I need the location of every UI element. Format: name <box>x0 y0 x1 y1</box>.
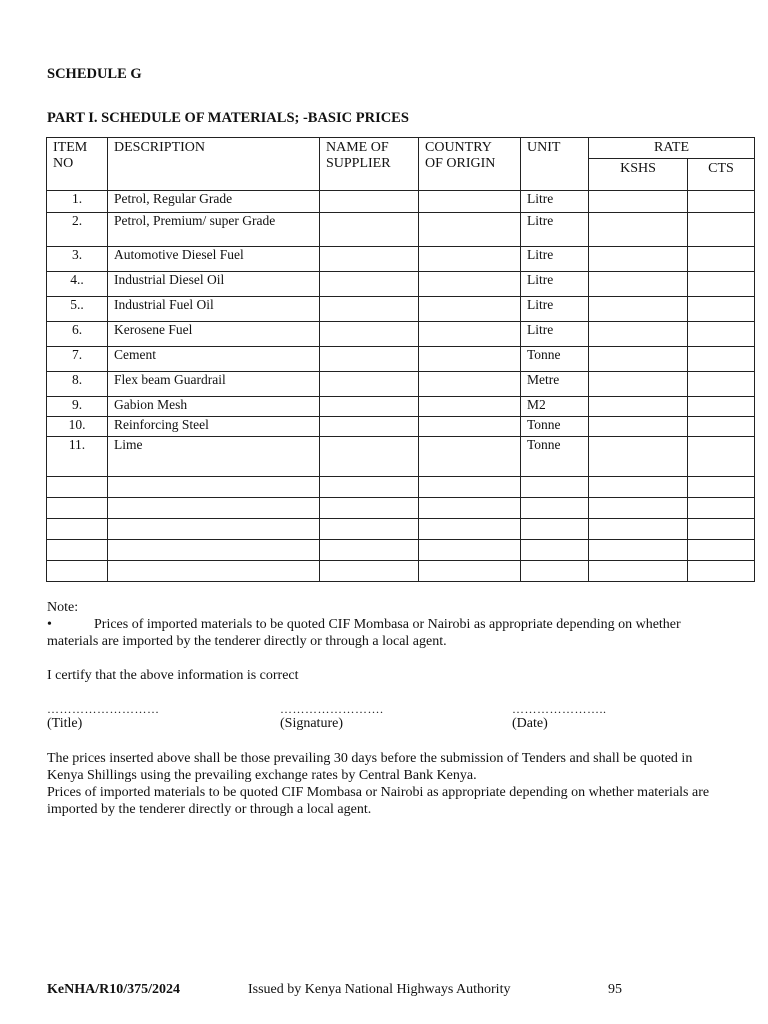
supplier-cell <box>320 297 419 322</box>
kshs-cell <box>589 247 688 272</box>
unit-cell: Litre <box>521 213 589 247</box>
description-cell: Flex beam Guardrail <box>108 372 320 397</box>
cts-cell <box>688 397 755 417</box>
part-title: PART I. SCHEDULE OF MATERIALS; -BASIC PRICES <box>47 110 409 126</box>
country-cell <box>419 437 521 477</box>
description-cell: Reinforcing Steel <box>108 417 320 437</box>
item-no-cell: 6. <box>47 322 108 347</box>
unit-cell: Metre <box>521 372 589 397</box>
cts-cell <box>688 372 755 397</box>
supplier-cell <box>320 272 419 297</box>
table-row <box>47 347 755 372</box>
header-rate: RATE <box>589 138 755 159</box>
footer-reference: KeNHA/R10/375/2024 <box>47 982 180 997</box>
table-row <box>47 272 755 297</box>
supplier-cell <box>320 247 419 272</box>
item-no-cell: 1. <box>47 191 108 213</box>
unit-cell: Litre <box>521 322 589 347</box>
item-no-cell: 9. <box>47 397 108 417</box>
table-row <box>47 191 755 213</box>
unit-cell: Litre <box>521 297 589 322</box>
country-cell <box>419 322 521 347</box>
description-cell: Industrial Fuel Oil <box>108 297 320 322</box>
cts-cell <box>688 191 755 213</box>
description-cell: Petrol, Regular Grade <box>108 191 320 213</box>
kshs-cell <box>589 437 688 477</box>
item-no-cell: 10. <box>47 417 108 437</box>
header-unit: UNIT <box>521 138 589 191</box>
item-no-cell: 5.. <box>47 297 108 322</box>
kshs-cell <box>589 372 688 397</box>
cts-cell <box>688 297 755 322</box>
table-row <box>47 247 755 272</box>
date-label: (Date) <box>512 716 548 731</box>
cts-cell <box>688 437 755 477</box>
header-item-no: ITEM NO <box>47 138 108 191</box>
header-supplier: NAME OF SUPPLIER <box>320 138 419 191</box>
description-cell: Cement <box>108 347 320 372</box>
header-country: COUNTRY OF ORIGIN <box>419 138 521 191</box>
table-row <box>47 437 755 477</box>
unit-cell: Tonne <box>521 347 589 372</box>
unit-cell: Tonne <box>521 417 589 437</box>
item-no-cell: 7. <box>47 347 108 372</box>
empty-table-row <box>47 561 755 582</box>
unit-cell: Litre <box>521 247 589 272</box>
country-cell <box>419 397 521 417</box>
kshs-cell <box>589 272 688 297</box>
item-no-cell: 2. <box>47 213 108 247</box>
empty-table-row <box>47 519 755 540</box>
country-cell <box>419 372 521 397</box>
country-cell <box>419 191 521 213</box>
table-row <box>47 322 755 347</box>
certify-text: I certify that the above information is correct <box>47 668 299 683</box>
header-cts: CTS <box>688 159 755 191</box>
cts-cell <box>688 272 755 297</box>
supplier-cell <box>320 191 419 213</box>
table-row <box>47 213 755 247</box>
materials-table <box>46 137 755 582</box>
unit-cell: Litre <box>521 272 589 297</box>
table-header-row <box>47 138 755 159</box>
supplier-cell <box>320 347 419 372</box>
note-bullet: • <box>47 617 52 632</box>
supplier-cell <box>320 417 419 437</box>
cts-cell <box>688 322 755 347</box>
signature-label: (Signature) <box>280 716 343 731</box>
description-cell: Lime <box>108 437 320 477</box>
country-cell <box>419 272 521 297</box>
supplier-cell <box>320 397 419 417</box>
description-cell: Petrol, Premium/ super Grade <box>108 213 320 247</box>
page-number: 95 <box>608 982 622 997</box>
country-cell <box>419 247 521 272</box>
kshs-cell <box>589 417 688 437</box>
country-cell <box>419 297 521 322</box>
paragraph-imported-materials: Prices of imported materials to be quoted CIF Mombasa or Nairobi as appropriate depending on whether materials are imported by the tenderer directly or through a local agent. <box>47 785 710 817</box>
date-dots: ………………….. <box>512 702 607 716</box>
supplier-cell <box>320 213 419 247</box>
paragraph-prices-prevailing: The prices inserted above shall be those prevailing 30 days before the submission of Tenders and shall be quoted in Kenya Shillings using the prevailing exchange rates by Central Bank Kenya. <box>47 751 693 783</box>
description-cell: Industrial Diesel Oil <box>108 272 320 297</box>
supplier-cell <box>320 437 419 477</box>
kshs-cell <box>589 347 688 372</box>
empty-table-row <box>47 477 755 498</box>
title-dots: ……………………… <box>47 702 160 716</box>
table-row <box>47 417 755 437</box>
header-kshs: KSHS <box>589 159 688 191</box>
item-no-cell: 3. <box>47 247 108 272</box>
empty-table-row <box>47 540 755 561</box>
description-cell: Kerosene Fuel <box>108 322 320 347</box>
cts-cell <box>688 213 755 247</box>
table-row <box>47 297 755 322</box>
cts-cell <box>688 417 755 437</box>
note-label: Note: <box>47 600 79 615</box>
description-cell: Gabion Mesh <box>108 397 320 417</box>
cts-cell <box>688 347 755 372</box>
header-description: DESCRIPTION <box>108 138 320 191</box>
kshs-cell <box>589 213 688 247</box>
country-cell <box>419 347 521 372</box>
unit-cell: M2 <box>521 397 589 417</box>
kshs-cell <box>589 322 688 347</box>
kshs-cell <box>589 191 688 213</box>
unit-cell: Tonne <box>521 437 589 477</box>
schedule-title: SCHEDULE G <box>47 66 142 82</box>
footer-issuer: Issued by Kenya National Highways Authority <box>248 982 511 997</box>
title-label: (Title) <box>47 716 83 731</box>
item-no-cell: 4.. <box>47 272 108 297</box>
kshs-cell <box>589 397 688 417</box>
table-row <box>47 397 755 417</box>
item-no-cell: 8. <box>47 372 108 397</box>
country-cell <box>419 213 521 247</box>
empty-table-row <box>47 498 755 519</box>
supplier-cell <box>320 372 419 397</box>
signature-dots: ……………………. <box>280 702 384 716</box>
supplier-cell <box>320 322 419 347</box>
unit-cell: Litre <box>521 191 589 213</box>
description-cell: Automotive Diesel Fuel <box>108 247 320 272</box>
cts-cell <box>688 247 755 272</box>
table-row <box>47 372 755 397</box>
item-no-cell: 11. <box>47 437 108 477</box>
note-text: Prices of imported materials to be quoted CIF Mombasa or Nairobi as appropriate depending on whether materials are imported by the tenderer directly or through a local agent. <box>47 617 681 649</box>
kshs-cell <box>589 297 688 322</box>
country-cell <box>419 417 521 437</box>
